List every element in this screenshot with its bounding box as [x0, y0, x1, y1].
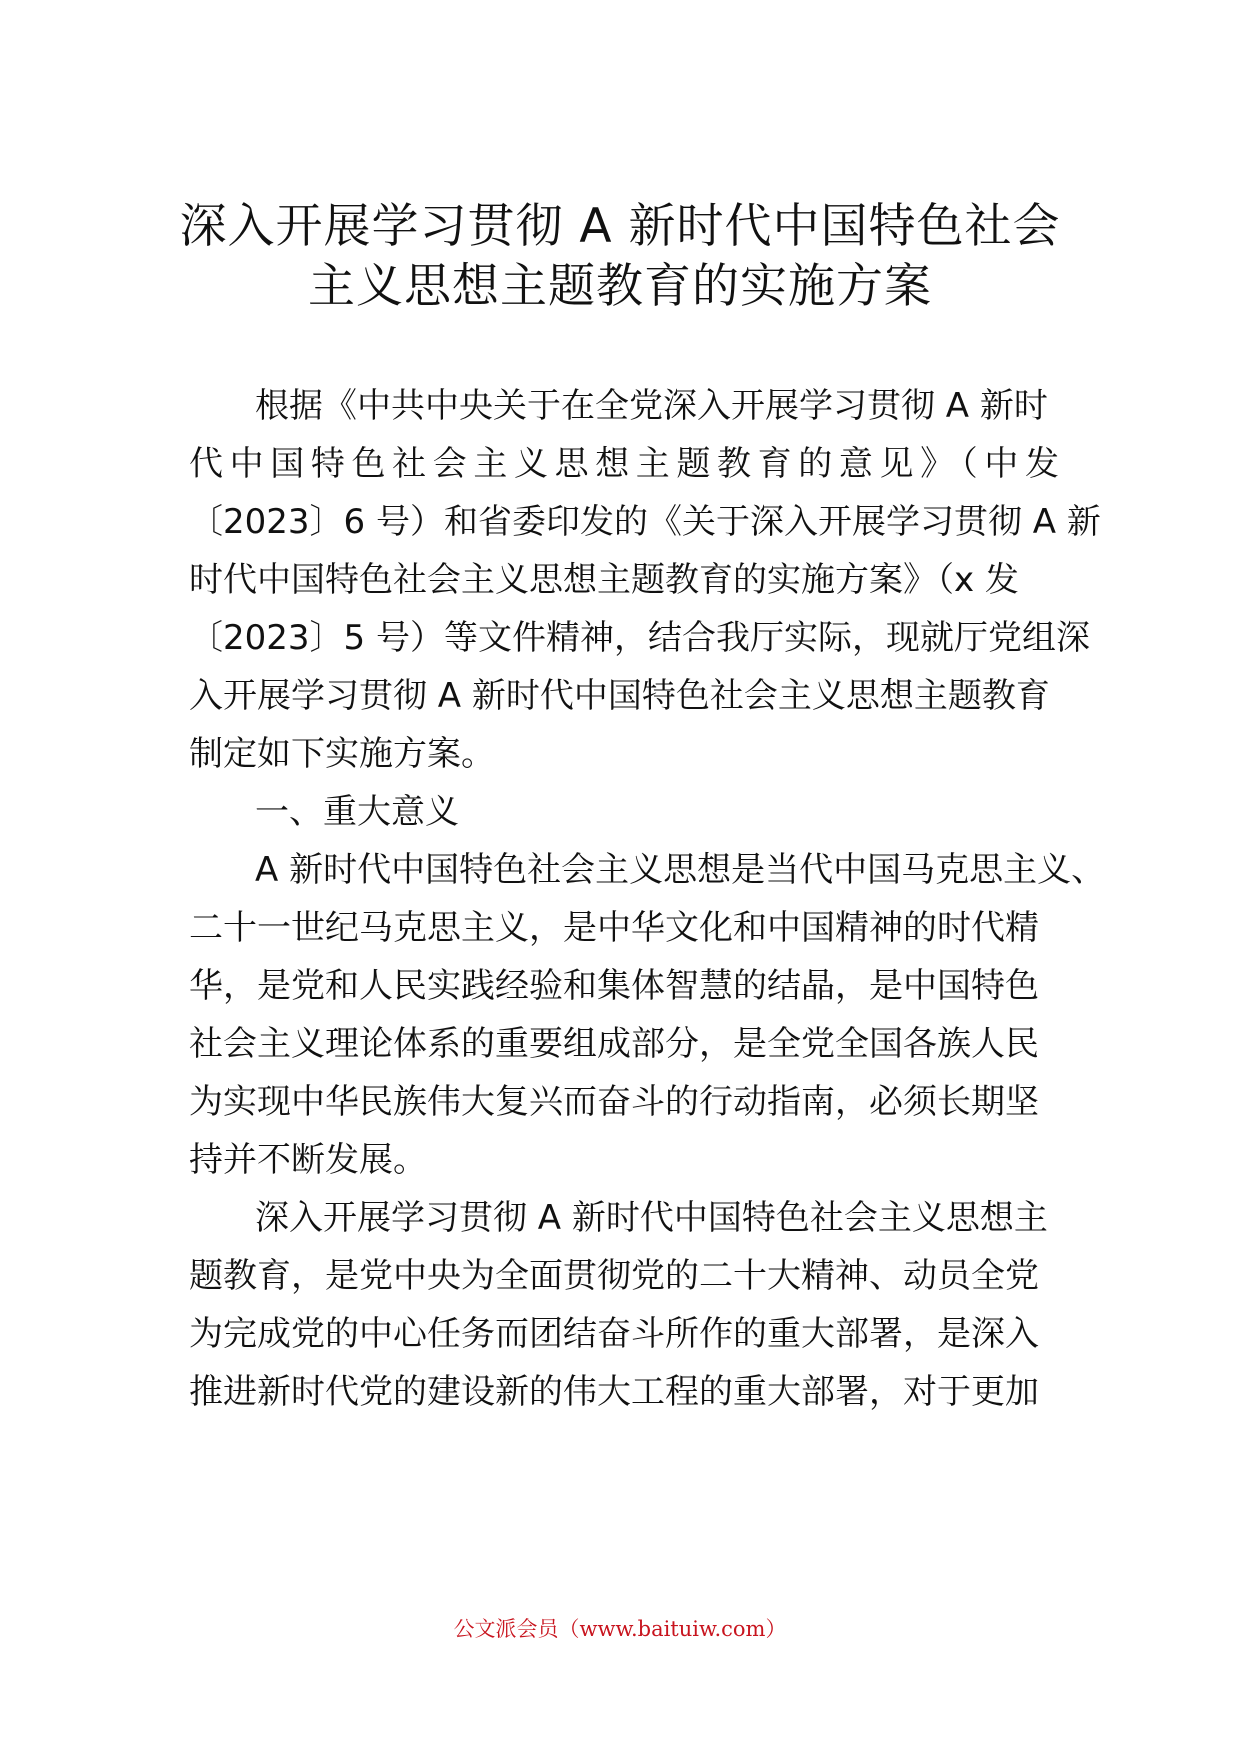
- paragraph-2-line-1: A 新时代中国特色社会主义思想是当代中国马克思主义、: [255, 850, 1106, 890]
- paragraph-3-line-4: 推进新时代党的建设新的伟大工程的重大部署，对于更加: [189, 1372, 1039, 1412]
- footer-watermark: 公文派会员（www.baituiw.com）: [453, 1617, 787, 1641]
- document-title-line-1: 深入开展学习贯彻 A 新时代中国特色社会: [179, 199, 1061, 254]
- paragraph-2-line-4: 社会主义理论体系的重要组成部分，是全党全国各族人民: [189, 1024, 1039, 1064]
- paragraph-1-line-7: 制定如下实施方案。: [189, 734, 495, 774]
- paragraph-1-line-2: 代中国特色社会主义思想主题教育的意见》（中发: [189, 444, 1059, 484]
- paragraph-3-line-2: 题教育，是党中央为全面贯彻党的二十大精神、动员全党: [189, 1256, 1039, 1296]
- paragraph-1-line-1: 根据《中共中央关于在全党深入开展学习贯彻 A 新时: [255, 386, 1048, 426]
- paragraph-2-line-3: 华，是党和人民实践经验和集体智慧的结晶，是中国特色: [189, 966, 1039, 1006]
- paragraph-1-line-5: 〔2023〕5 号）等文件精神，结合我厅实际，现就厅党组深: [189, 618, 1090, 658]
- document-title-line-2: 主义思想主题教育的实施方案: [308, 259, 932, 314]
- paragraph-2-line-2: 二十一世纪马克思主义，是中华文化和中国精神的时代精: [189, 908, 1039, 948]
- paragraph-3-line-1: 深入开展学习贯彻 A 新时代中国特色社会主义思想主: [255, 1198, 1048, 1238]
- paragraph-1-line-4: 时代中国特色社会主义思想主题教育的实施方案》（x 发: [189, 560, 1019, 600]
- paragraph-2-line-5: 为实现中华民族伟大复兴而奋斗的行动指南，必须长期坚: [189, 1082, 1039, 1122]
- paragraph-1-line-6: 入开展学习贯彻 A 新时代中国特色社会主义思想主题教育: [189, 676, 1050, 716]
- section-1-heading: 一、重大意义: [255, 792, 459, 832]
- paragraph-3-line-3: 为完成党的中心任务而团结奋斗所作的重大部署，是深入: [189, 1314, 1039, 1354]
- paragraph-1-line-3: 〔2023〕6 号）和省委印发的《关于深入开展学习贯彻 A 新: [189, 502, 1101, 542]
- paragraph-2-line-6: 持并不断发展。: [189, 1140, 427, 1180]
